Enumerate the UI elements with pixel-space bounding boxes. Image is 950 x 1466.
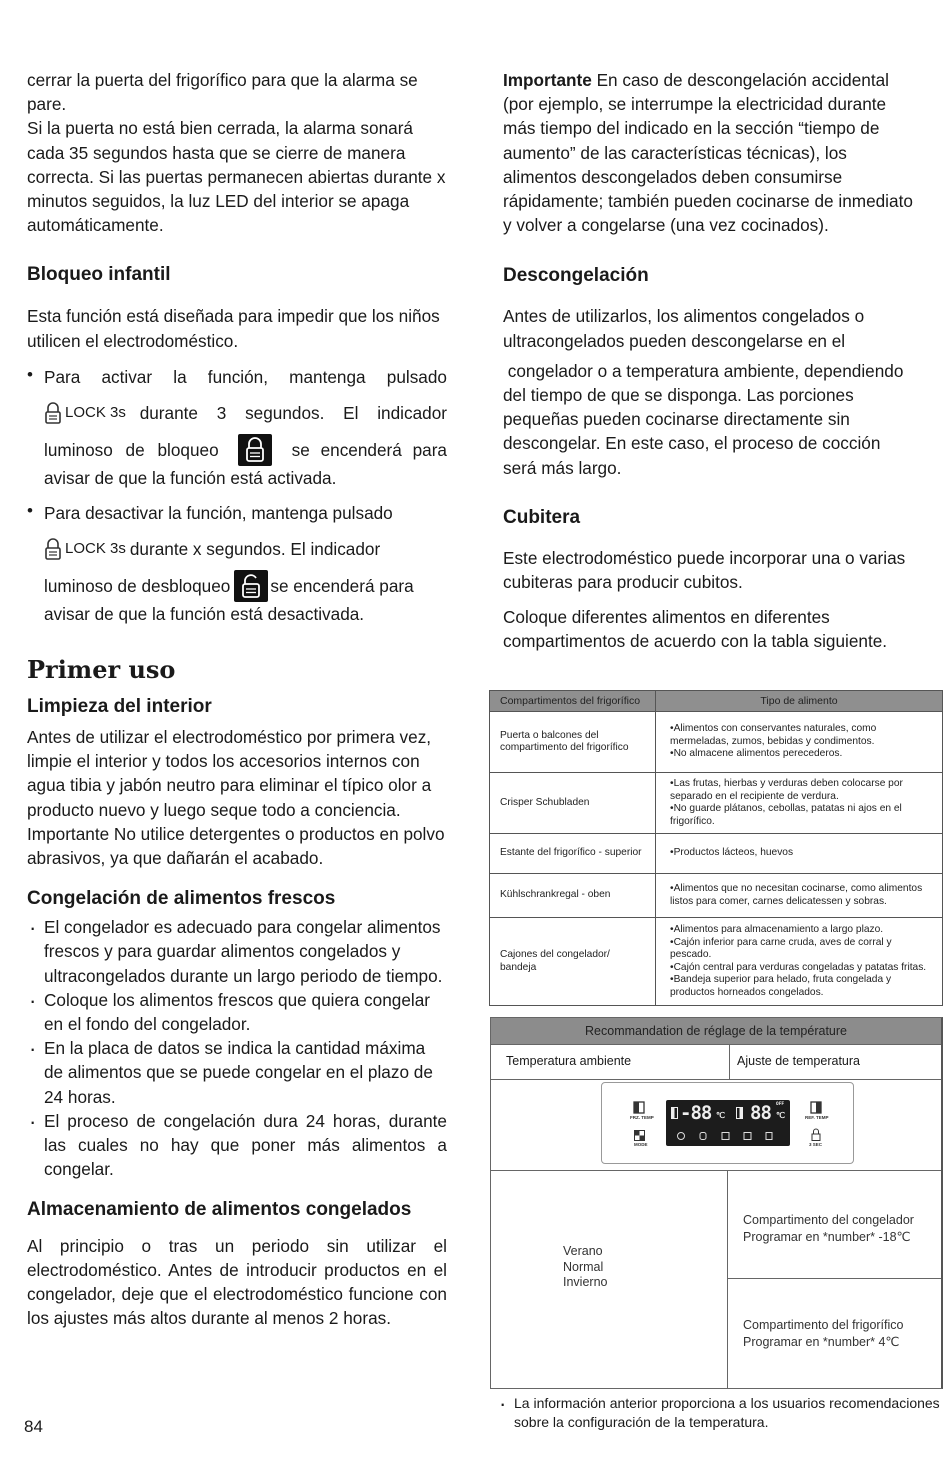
left-column — [27, 66, 447, 1330]
ice-tray-heading: Cubitera — [503, 506, 581, 528]
list-item: · El congelador es adecuado para congelar alimentos frescos y para guardar alimentos congelados y ultracongelados durante un largo periodo de tiempo. — [27, 915, 447, 988]
list-item: · En la placa de datos se indica la cantidad máxima de alimentos que se puede congelar en el plazo de 24 horas. — [27, 1036, 447, 1109]
unit-symbol: ℃ — [776, 1111, 785, 1120]
child-lock-deactivate-item: • Para desactivar la función, mantenga pulsado LOCK 3s durante x segundos. El indicador luminoso de desbloqueo se encenderá para avisar de que la función está desactivada. — [27, 501, 447, 626]
table-row — [490, 874, 943, 918]
first-use-title: Primer uso — [27, 655, 176, 685]
freezer-display-icon — [671, 1107, 678, 1119]
freezing-heading: Congelación de alimentos frescos — [27, 888, 336, 910]
temperature-settings-table — [490, 1017, 943, 1389]
status-icons — [676, 1131, 784, 1141]
control-panel — [601, 1082, 854, 1164]
thaw-heading: Descongelación — [503, 265, 649, 287]
lock-button-label: LOCK 3s — [44, 537, 126, 561]
table-cell: •Alimentos para almacenamiento a largo plazo. •Cajón inferior para carne cruda, aves de corral y pescado. •Cajón central para verduras congeladas y patatas fritas. •Bandeja superior para helado, fruta congelada y productos horneados congelados. — [656, 918, 943, 1006]
padlock-icon — [44, 402, 62, 424]
right-column — [503, 66, 918, 654]
cleaning-heading: Limpieza del interior — [27, 696, 212, 718]
lcd-display — [666, 1100, 790, 1146]
table-title: Recommandation de réglage de la température — [491, 1018, 941, 1045]
ice-tray-paragraph-1: Este electrodoméstico puede incorporar una o varias cubiteras para producir cubitos. — [503, 547, 906, 593]
food-storage-table — [489, 690, 943, 1006]
freezer-setting: Compartimento del congelador Programar en *number* -18℃ — [743, 1213, 914, 1244]
fridge-temp-icon — [810, 1101, 822, 1114]
table-cell: Kühlschrankregal - oben — [490, 874, 656, 918]
table-header-row — [490, 691, 943, 712]
list-item: · Coloque los alimentos frescos que quiera congelar en el fondo del congelador. — [27, 988, 447, 1036]
off-indicator: OFF — [776, 1102, 785, 1107]
list-item: · El proceso de congelación dura 24 horas, durante las cuales no hay que poner más alimentos a congelar. — [27, 1109, 447, 1182]
storage-heading: Almacenamiento de alimentos congelados — [27, 1198, 412, 1220]
table-cell: Estante del frigorífico - superior — [490, 834, 656, 874]
table-cell: •Alimentos que no necesitan cocinarse, como alimentos listos para comer, carnes delicatessen y sobras. — [656, 874, 943, 918]
intro-paragraph-2: Si la puerta no está bien cerrada, la alarma sonará cada 35 segundos hasta que se cierre de manera correcta. Si las puertas permanecen abiertas durante x minutos seguidos, la luz LED del interior se apaga automáticamente. — [27, 118, 446, 236]
table-cell: Cajones del congelador/ bandeja — [490, 918, 656, 1006]
table-header: Tipo de alimento — [656, 691, 943, 712]
table-cell: Crisper Schubladen — [490, 773, 656, 834]
cleaning-paragraph-2: Importante No utilice detergentes o productos en polvo abrasivos, ya que dañarán el acabado. — [27, 823, 445, 869]
lock-indicator-icon — [238, 434, 272, 466]
freezing-list — [27, 915, 447, 1181]
lock-button-label: LOCK 3s — [44, 401, 126, 425]
thaw-paragraph-2: congelador o a temperatura ambiente, dependiendo del tiempo de que se disponga. Las porciones pequeñas pueden cocinarse directamente sin descongelar. En este caso, el proceso de cocción será más largo. — [503, 360, 909, 478]
cleaning-paragraph-1: Antes de utilizar el electrodoméstico por primera vez, limpie el interior y todos los accesorios internos con agua tibia y jabón neutro para eliminar el típico olor a producto nuevo y luego seque todo a conciencia. — [27, 727, 432, 820]
table-cell: •Las frutas, hierbas y verduras deben colocarse por separado en el recipiente de verdura. •No guarde plátanos, cebollas, patatas ni ajos en el frigorífico. — [656, 773, 943, 834]
child-lock-intro: Esta función está diseñada para impedir que los niños utilicen el electrodoméstico. — [27, 306, 440, 351]
fridge-display-icon — [736, 1107, 743, 1119]
storage-paragraph: Al principio o tras un periodo sin utilizar el electrodoméstico. Antes de introducir productos en el congelador, deje que el electrodoméstico funcione con los ajustes más altos durante al menos 2 horas. — [27, 1235, 447, 1329]
table-row — [490, 712, 943, 773]
thaw-paragraph-1: Antes de utilizarlos, los alimentos congelados o ultracongelados pueden descongelarse en el — [503, 306, 865, 351]
fridge-temp-display: 88 — [750, 1102, 771, 1124]
table-header: Ajuste de temperatura — [737, 1054, 860, 1068]
important-paragraph: Importante En caso de descongelación accidental (por ejemplo, se interrumpe la electricidad durante más tiempo del indicado en la sección “tiempo de aumento” de las características técnicas), los alimentos descongelados deben consumirse rápidamente; también pueden cocinarse de inmediato y volver a congelarse (una vez cocinados). — [503, 70, 913, 236]
lock-duration-label: 3 SEC — [809, 1142, 823, 1147]
table-header-row — [491, 1045, 941, 1080]
table-cell: Puerta o balcones del compartimento del frigorífico — [490, 712, 656, 773]
mode-label: MODE — [634, 1142, 648, 1147]
ice-tray-paragraph-2: Coloque diferentes alimentos en diferentes compartimentos de acuerdo con la tabla siguiente. — [503, 607, 888, 652]
page-number: 84 — [24, 1417, 43, 1436]
control-panel-row — [491, 1080, 941, 1171]
fridge-setting: Compartimento del frigorífico Programar en *number* 4℃ — [743, 1318, 904, 1349]
freezer-temp-label: FRZ. TEMP — [630, 1115, 654, 1120]
fridge-temp-label: REF. TEMP — [805, 1115, 829, 1120]
child-lock-heading: Bloqueo infantil — [27, 264, 171, 286]
padlock-icon — [44, 538, 62, 560]
freezer-temp-display: -88 — [680, 1102, 712, 1124]
table-header: Temperatura ambiente — [506, 1054, 632, 1068]
freezer-temp-icon — [633, 1101, 645, 1114]
mode-icon — [634, 1130, 645, 1141]
table-row — [490, 773, 943, 834]
table-header: Compartimentos del frigorífico — [490, 691, 656, 712]
table-cell: •Productos lácteos, huevos — [656, 834, 943, 874]
unit-symbol: ℃ — [716, 1111, 725, 1120]
table-row — [490, 834, 943, 874]
season-list: Verano Normal Invierno — [563, 1244, 608, 1289]
table-cell: •Alimentos con conservantes naturales, como mermeladas, zumos, bebidas y condimentos. •No almacene alimentos perecederos. — [656, 712, 943, 773]
child-lock-activate-item: • Para activar la función, mantenga pulsado LOCK 3s durante 3 segundos. El indicador luminoso de bloqueo se encenderá para avisar de que la función está activada. — [27, 365, 447, 491]
intro-paragraph-1: cerrar la puerta del frigorífico para que la alarma se pare. — [27, 70, 418, 115]
unlock-indicator-icon — [234, 570, 268, 602]
padlock-icon — [811, 1128, 821, 1141]
footnote: · La información anterior proporciona a los usuarios recomendaciones sobre la configuración de la temperatura. — [497, 1394, 950, 1432]
table-row — [490, 918, 943, 1006]
